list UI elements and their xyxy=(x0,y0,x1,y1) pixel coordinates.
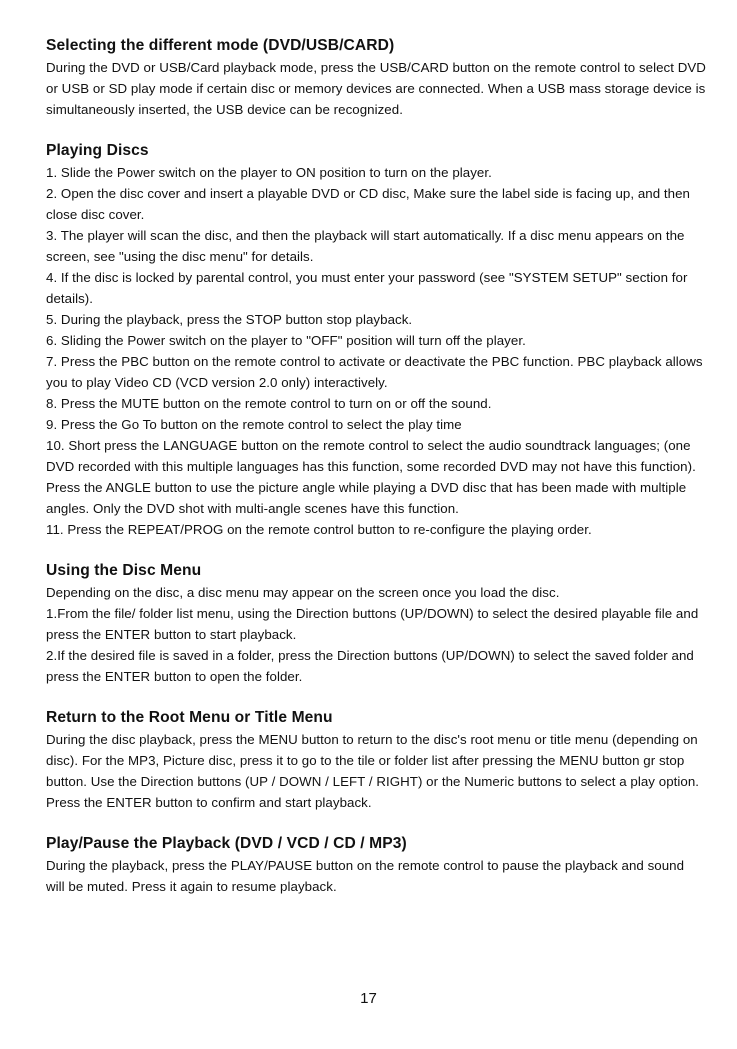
section-paragraph: Depending on the disc, a disc menu may appear on the screen once you load the disc. xyxy=(46,585,560,600)
page-number: 17 xyxy=(360,990,377,1007)
list-item: 5. During the playback, press the STOP button stop playback. xyxy=(46,312,413,327)
list-item: 8. Press the MUTE button on the remote control to turn on or off the sound. xyxy=(46,396,492,411)
list-item: 2.If the desired file is saved in a folder, press the Direction buttons (UP/DOWN) to select the saved folder and press the ENTER button to open the folder. xyxy=(46,648,694,684)
section-heading: Using the Disc Menu xyxy=(46,562,202,579)
section-paragraph: During the disc playback, press the MENU button to return to the disc's root menu or title menu (depending on disc). For the MP3, Picture disc, press it to go to the tile or folder list after pressing the MENU button gr stop button. Use the Direction buttons (UP / DOWN / LEFT / RIGHT) or the Numeric buttons to select a play option. Press the ENTER button to confirm and start playback. xyxy=(46,732,700,810)
list-item: 3. The player will scan the disc, and then the playback will start automatically. If a disc menu appears on the screen, see "using the disc menu" for details. xyxy=(46,228,685,264)
list-item: 1.From the file/ folder list menu, using the Direction buttons (UP/DOWN) to select the desired playable file and press the ENTER button to start playback. xyxy=(46,606,699,642)
section-heading: Return to the Root Menu or Title Menu xyxy=(46,709,333,726)
list-item: 7. Press the PBC button on the remote control to activate or deactivate the PBC function. PBC playback allows you to play Video CD (VCD version 2.0 only) interactively. xyxy=(46,354,703,390)
list-item: 1. Slide the Power switch on the player to ON position to turn on the player. xyxy=(46,165,492,180)
list-item: 9. Press the Go To button on the remote control to select the play time xyxy=(46,417,462,432)
section-heading: Play/Pause the Playback (DVD / VCD / CD / MP3) xyxy=(46,835,407,852)
section-play-pause xyxy=(46,834,706,897)
section-mode-select xyxy=(46,36,706,120)
list-item: 11. Press the REPEAT/PROG on the remote control button to re-configure the playing order. xyxy=(46,522,592,537)
section-root-menu xyxy=(46,708,706,813)
section-paragraph: During the DVD or USB/Card playback mode, press the USB/CARD button on the remote control to select DVD or USB or SD play mode if certain disc or memory devices are connected. When a USB mass storage device is simultaneously inserted, the USB device can be recognized. xyxy=(46,60,706,117)
list-item: 6. Sliding the Power switch on the player to "OFF" position will turn off the player. xyxy=(46,333,526,348)
section-heading: Selecting the different mode (DVD/USB/CARD) xyxy=(46,37,395,54)
section-paragraph: During the playback, press the PLAY/PAUSE button on the remote control to pause the playback and sound will be muted. Press it again to resume playback. xyxy=(46,858,685,894)
section-disc-menu xyxy=(46,561,706,687)
section-playing-discs xyxy=(46,141,706,540)
section-heading: Playing Discs xyxy=(46,142,149,159)
list-item: 2. Open the disc cover and insert a playable DVD or CD disc, Make sure the label side is facing up, and then close disc cover. xyxy=(46,186,690,222)
list-item: 10. Short press the LANGUAGE button on the remote control to select the audio soundtrack languages; (one DVD recorded with this multiple languages has this function, some recorded DVD may not have this function). Press the ANGLE button to use the picture angle while playing a DVD disc that has been made with multiple angles. Only the DVD shot with multi-angle scenes have this function. xyxy=(46,438,696,516)
manual-page xyxy=(46,36,706,918)
list-item: 4. If the disc is locked by parental control, you must enter your password (see "SYSTEM SETUP" section for details). xyxy=(46,270,688,306)
